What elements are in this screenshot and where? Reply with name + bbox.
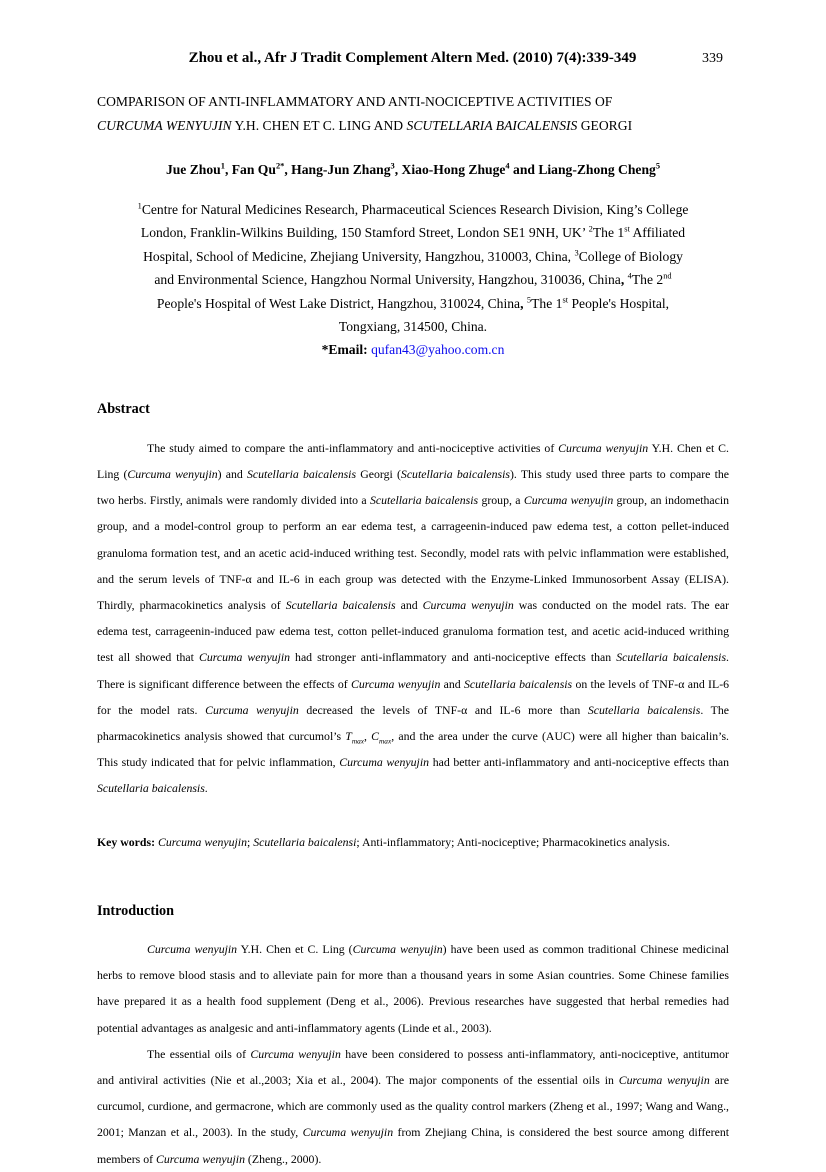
- article-title: COMPARISON OF ANTI-INFLAMMATORY AND ANTI-NOCICEPTIVE ACTIVITIES OF CURCUMA WENYUJIN Y.H. CHEN ET C. LING AND SCUTELLARIA BAICALENSIS GEORGI: [97, 94, 633, 133]
- page-number: 339: [702, 51, 723, 66]
- abstract-heading: Abstract: [97, 400, 150, 417]
- keywords-line: Key words: Curcuma wenyujin; Scutellaria baicalensi; Anti-inflammatory; Anti-nociceptive; Pharmacokinetics analysis.: [97, 834, 670, 849]
- introduction-paragraph-1: Curcuma wenyujin Y.H. Chen et C. Ling (Curcuma wenyujin) have been used as common traditional Chinese medicinal herbs to remove blood stasis and to alleviate pain for more than a thousand years in some Asian countries. Some Chinese families have prepared it as a health food supplement (Deng et al., 2006). Previous researches have suggested that herbal remedies had potential advantages as analgesic and anti-inflammatory agents (Linde et al., 2003).: [97, 941, 729, 1035]
- introduction-heading: Introduction: [97, 902, 174, 919]
- author-list: Jue Zhou$^1$, Fan $Qu^{2*}$, Hang-Jun Zhang$^3$, Xiao-Hong Zhuge$^4$ and Liang-Zhong Cheng$^5$: [165, 160, 661, 177]
- affiliations: $^1$Centre for Natural Medicines Research, Pharmaceutical Sciences Research Division, King’s College London, Franklin-Wilkins Building, 150 Stamford Street, London SE1 9NH, UK’ $^2$The 1st Affiliated Hospital, School of Medicine, Zhejiang University, Hangzhou, 310003, China, $^3$College of Biology and Environmental Science, Hangzhou Normal University, Hangzhou, 310036, China, $^4$The 2nd People's Hospital of West Lake District, Hangzhou, 310024, China, $^5$The 1st People's Hospital, Tongxiang, 314500, China.: [137, 200, 689, 335]
- email-label: *Email:: [321, 342, 372, 358]
- introduction-body: [97, 936, 729, 1172]
- abstract-paragraph: The study aimed to compare the anti-inflammatory and anti-nociceptive activities of Curcuma wenyujin Y.H. Chen et C. Ling (Curcuma wenyujin) and Scutellaria baicalensis Georgi (Scutellaria baicalensis). This study used three parts to compare the two herbs. Firstly, animals were randomly divided into a Scutellaria baicalensis group, a Curcuma wenyujin group, an indomethacin group, and a model-control group to perform an ear edema test, a carrageenin-induced paw edema test, a cotton pellet-induced granuloma formation test, and an acetic acid-induced writhing test. Secondly, model rats with pelvic inflammation were established, and the serum levels of TNF-α and IL-6 in each group was detected with the Enzyme-Linked Immunosorbent Assay (ELISA). Thirdly, pharmacokinetics analysis of Scutellaria baicalensis and Curcuma wenyujin was conducted on the model rats. The ear edema test, carrageenin-induced paw edema test, cotton pellet-induced granuloma formation test, and acetic acid-induced writhing test all showed that Curcuma wenyujin had stronger anti-inflammatory and anti-nociceptive effects than Scutellaria baicalensis. There is significant difference between the effects of Curcuma wenyujin and Scutellaria baicalensis on the levels of TNF-α and IL-6 for the model rats. Curcuma wenyujin decreased the levels of TNF-α and IL-6 more than Scutellaria baicalensis. The pharmacokinetics analysis showed that curcumol’s $T_{max}$, $C_{max}$, and the area under the curve (AUC) were all higher than baicalin’s. This study indicated that for pelvic inflammation, Curcuma wenyujin had better anti-inflammatory and anti-nociceptive effects than Scutellaria baicalensis.: [97, 440, 730, 796]
- journal-citation: Zhou et al., Afr J Tradit Complement Altern Med. (2010) 7(4):339-349: [188, 50, 637, 66]
- email-line: [97, 338, 729, 361]
- running-head: [97, 50, 729, 67]
- email-link[interactable]: qufan43@yahoo.com.cn: [371, 342, 505, 358]
- introduction-paragraph-2: The essential oils of Curcuma wenyujin have been considered to possess anti-inflammatory, anti-nociceptive, antitumor and antiviral activities (Nie et al.,2003; Xia et al., 2004). The major components of the essential oils in Curcuma wenyujin are curcumol, curdione, and germacrone, which are commonly used as the quality control markers (Zheng et al., 1997; Wang and Wang., 2001; Manzan et al., 2003). In the study, Curcuma wenyujin from Zhejiang China, is considered the best source among different members of Curcuma wenyujin (Zheng., 2000).: [97, 1046, 730, 1166]
